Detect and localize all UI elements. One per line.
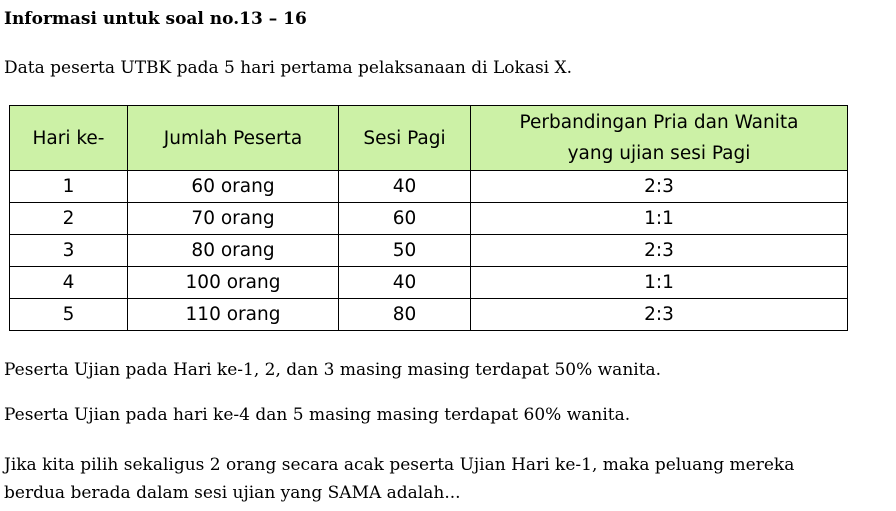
question-paragraph: [4, 451, 794, 507]
table-row: [10, 203, 848, 235]
cell-jumlah: 70 orang: [128, 203, 339, 235]
cell-sesi-pagi: 80: [339, 299, 471, 331]
header-jumlah: Jumlah Peserta: [128, 106, 339, 171]
cell-jumlah: 110 orang: [128, 299, 339, 331]
intro-text: Data peserta UTBK pada 5 hari pertama pelaksanaan di Lokasi X.: [4, 58, 573, 78]
table-header-row: [10, 106, 848, 171]
cell-sesi-pagi: 40: [339, 267, 471, 299]
table-row: [10, 235, 848, 267]
cell-hari: 5: [10, 299, 128, 331]
header-perbandingan-line2: yang ujian sesi Pagi: [567, 143, 751, 164]
header-sesi-pagi: Sesi Pagi: [339, 106, 471, 171]
header-perbandingan: [471, 106, 848, 171]
cell-sesi-pagi: 50: [339, 235, 471, 267]
paragraph-wanita-hari-4-5: Peserta Ujian pada hari ke-4 dan 5 masing masing terdapat 60% wanita.: [4, 405, 631, 425]
cell-sesi-pagi: 40: [339, 171, 471, 203]
cell-sesi-pagi: 60: [339, 203, 471, 235]
cell-hari: 4: [10, 267, 128, 299]
table-row: [10, 299, 848, 331]
cell-rasio: 2:3: [471, 299, 848, 331]
header-hari: Hari ke-: [10, 106, 128, 171]
cell-hari: 1: [10, 171, 128, 203]
cell-rasio: 2:3: [471, 171, 848, 203]
cell-hari: 3: [10, 235, 128, 267]
question-line-2: berdua berada dalam sesi ujian yang SAMA adalah...: [4, 483, 461, 503]
cell-jumlah: 60 orang: [128, 171, 339, 203]
participant-table: [9, 105, 848, 331]
cell-jumlah: 100 orang: [128, 267, 339, 299]
cell-rasio: 1:1: [471, 267, 848, 299]
paragraph-wanita-hari-1-3: Peserta Ujian pada Hari ke-1, 2, dan 3 masing masing terdapat 50% wanita.: [4, 360, 662, 380]
cell-rasio: 2:3: [471, 235, 848, 267]
cell-jumlah: 80 orang: [128, 235, 339, 267]
cell-hari: 2: [10, 203, 128, 235]
cell-rasio: 1:1: [471, 203, 848, 235]
table-row: [10, 267, 848, 299]
info-heading: Informasi untuk soal no.13 – 16: [4, 9, 307, 29]
question-line-1: Jika kita pilih sekaligus 2 orang secara acak peserta Ujian Hari ke-1, maka peluang mereka: [4, 455, 795, 475]
header-perbandingan-line1: Perbandingan Pria dan Wanita: [519, 112, 799, 133]
table-row: [10, 171, 848, 203]
